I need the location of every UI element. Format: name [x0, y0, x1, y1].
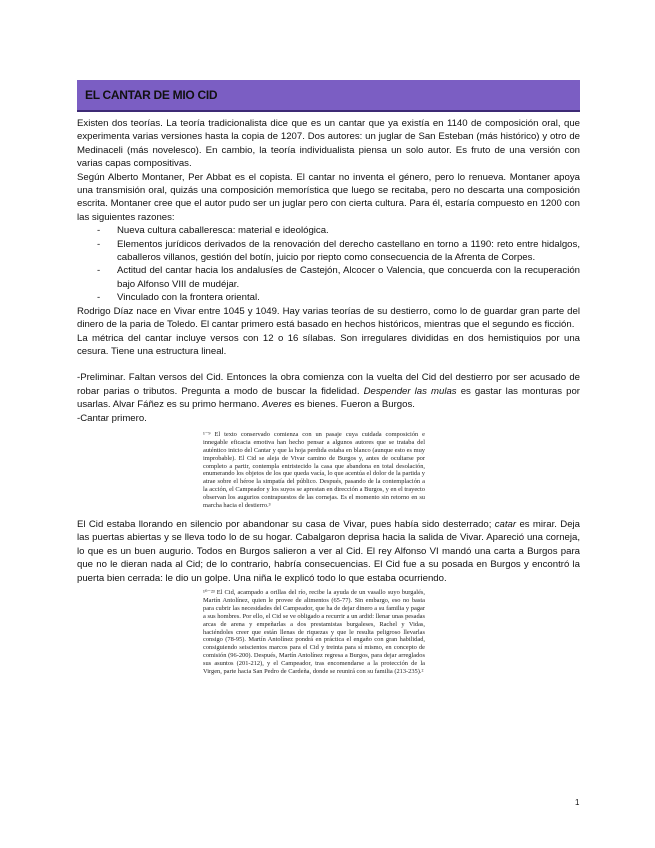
cid-text: El Cid estaba llorando en silencio por abandonar su casa de Vivar, pues había sido desterrado; [77, 519, 495, 530]
reason-item: - Elementos jurídicos derivados de la renovación del derecho castellano en torno a 1190: reto entre hidalgos, caballeros villanos, gestión del botín, juicio por riepto como consecuencia de la Afrenta de Corpes. [97, 238, 580, 265]
preliminar-text: es gastar las monturas por usarlas. Alvar Fáñez es su primo hermano. [77, 385, 580, 411]
heading-cantar-primero: -Cantar primero. [77, 412, 147, 424]
section-title-bar [77, 80, 580, 112]
preliminar-term: Despender las mulas [363, 385, 457, 397]
paragraph-metrica: La métrica del cantar incluye versos con 12 o 16 sílabas. Son irregulares divididas en dos hemistiquios por una cesura. Tiene una estructura lineal. [77, 332, 580, 357]
reasons-list [77, 224, 580, 304]
cid-term: catar [494, 519, 517, 530]
preliminar-term: Averes [262, 399, 292, 411]
reason-item: - Vinculado con la frontera oriental. [97, 291, 580, 304]
quoted-excerpt: ¹⁻⁹ El texto conservado comienza con un pasaje cuya cuidada composición e innegable eficacia emotiva han hecho pensar a algunos autores que se trataba del auténtico inicio del Cantar y que la hoja perdida estaba en blanco (aunque esto es muy improbable). El Cid se aleja de Vivar camino de Burgos y, antes de ocultarse por completo a partir, contempla entristecido la casa que abandona en total desolación, enumerando los objetos de los que queda vacía, lo que acentúa el dolor de la partida y atrae sobre el héroe la simpatía del público. Después, pasando de la contemplación a la acción, el Campeador y los suyos se aprestan en dirección a Burgos, y en el trayecto observan los augurios contrapuestos de las cornejas. Es el momento sin retorno en su marcha hacia el destierro.³ [203, 430, 425, 510]
document-page [77, 80, 580, 676]
page-number: 1 [575, 798, 580, 807]
preliminar-text: es bienes. Fueron a Burgos. [291, 399, 415, 411]
paragraph-rodrigo: Rodrigo Díaz nace en Vivar entre 1045 y 1049. Hay varias teorías de su destierro, como lo de guardar gran parte del dinero de la paria de Toledo. El cantar primero está basado en hechos históricos, mientras que el segundo es ficción. [77, 305, 580, 331]
section-title: EL CANTAR DE MIO CID [85, 88, 218, 102]
paragraph-preliminar [77, 371, 580, 411]
quoted-excerpt: ¹⁰⁻²³ El Cid, acampado a orillas del río, recibe la ayuda de un vasallo suyo burgalés, Martín Antolínez, quien le provee de alimentos (65-77). Sin embargo, eso no basta para cubrir las necesidades del Campeador, que ha de dejar dinero a su familia y pagar a sus hombres. Por ello, el Cid se ve obligado a recurrir a un ardid: llenar unas pesadas arcas de arena y empeñarlas a dos prestamistas burgaleses, Rachel y Vidas, haciéndoles creer que están llenas de riquezas y que le resulta peligroso llevarlas consigo (78-95). Martín Antolínez pondrá en práctica el engaño con gran habilidad, consiguiendo seiscientos marcos para el Cid y treinta para sí mismo, en concepto de comisión (96-200). Después, Martín Antolínez regresa a Burgos, para dejar arreglados sus asuntos (201-212), y el Campeador, tras encomendarse a la protección de la Virgen, parte hacia San Pedro de Cardeña, donde se reunirá con su familia (213-235).² [203, 589, 425, 676]
paragraph-theories: Existen dos teorías. La teoría tradicionalista dice que es un cantar que ya existía en 1140 de composición oral, que experimenta varias versiones hasta la copia de 1207. Dos autores: un juglar de San Esteban (más histórico) y otro de Medinaceli (más novelesco). En cambio, la teoría individualista piensa un solo autor. Es fruto de una versión con varias capas compositivas. [77, 118, 580, 170]
preliminar-text: -Preliminar. Faltan versos del Cid. Entonces la obra comienza con la vuelta del Cid del destierro por ser acusado de robar parias o tributos. Pregunta a modo de buscar la fidelidad. [77, 372, 580, 397]
paragraph-cid [77, 518, 580, 585]
spacer [77, 358, 580, 371]
paragraph-montaner: Según Alberto Montaner, Per Abbat es el copista. El cantar no inventa el género, pero lo renueva. Montaner apoya una transmisión oral, quizás una composición memorística que luego se recitaba, pero no descarta una composición escrita. Montaner cree que el autor pudo ser un juglar pero con cierta cultura. Para él, estaría compuesto en 1200 con las siguientes razones: [77, 171, 580, 223]
cid-text: es mirar. Deja las puertas abiertas y se lleva todo lo de su hogar. Cabalgaron deprisa hacia la salida de Vivar. Apareció una corneja, lo que es un buen augurio. Todos en Burgos salieron a ver al Cid. El rey Alfonso VI mandó una carta a Burgos para que no le dieran nada al Cid; de lo contrario, habría consecuencias. El Cid fue a su posada en Burgos y encontró la puerta bien cerrada: le dio un golpe. Una niña le explicó todo lo que estaba ocurriendo. [77, 519, 580, 584]
body-text [77, 117, 580, 676]
reason-item: - Actitud del cantar hacia los andalusíes de Castejón, Alcocer o Valencia, que concuerda con la recuperación bajo Alfonso VIII de mudéjar. [97, 264, 580, 291]
reason-item: - Nueva cultura caballeresca: material e ideológica. [97, 224, 580, 237]
